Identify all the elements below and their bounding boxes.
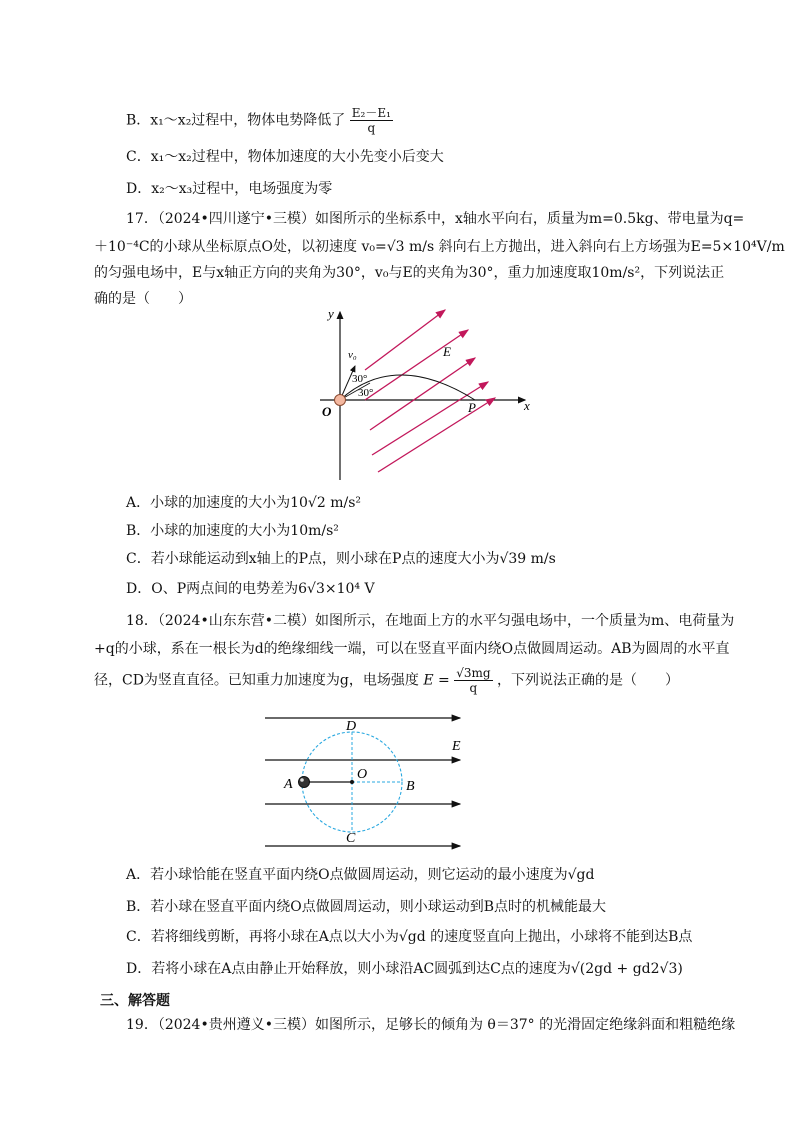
q18-stem-line3-text: 径，CD为竖直直径。已知重力加速度为g，电场强度	[94, 672, 419, 689]
angle-label-lower: 30°	[358, 387, 374, 399]
fraction-denominator: q	[469, 681, 478, 695]
point-c-label: C	[346, 831, 356, 846]
q16-option-d: D．x₂～x₃过程中，电场强度为零	[126, 181, 333, 197]
q17-stem-line2: ＋10⁻⁴C的小球从坐标原点O处，以初速度 v₀=√3 m/s 斜向右上方抛出，进入斜向右上方场强为E=5×10⁴V/m	[94, 239, 785, 255]
y-axis-label: y	[328, 306, 334, 321]
center-point	[350, 780, 354, 784]
q18-stem-line3	[94, 666, 679, 695]
field-strength-fraction	[454, 666, 492, 695]
point-o-label: O	[357, 767, 368, 782]
fraction-numerator: E₂－E₁	[351, 106, 391, 120]
q18-option-a: A．若小球恰能在竖直平面内绕O点做圆周运动，则它运动的最小速度为√gd	[126, 867, 595, 883]
field-strength-symbol: E =	[423, 672, 450, 689]
q17-figure	[300, 300, 540, 485]
q18-option-b: B．若小球在竖直平面内绕O点做圆周运动，则小球运动到B点时的机械能最大	[126, 899, 607, 915]
ball-icon	[299, 777, 310, 788]
fraction-numerator: √3mg	[456, 666, 491, 680]
ball-highlight	[300, 778, 304, 782]
q17-option-b: B．小球的加速度的大小为10m/s²	[126, 523, 339, 539]
e-label: E	[452, 739, 461, 754]
ball-icon	[335, 395, 346, 406]
q17-option-a: A．小球的加速度的大小为10√2 m/s²	[126, 495, 361, 511]
electric-field-lines	[365, 310, 495, 472]
section-heading: 三、解答题	[100, 993, 170, 1009]
q18-option-c: C．若将细线剪断，再将小球在A点以大小为√gd 的速度竖直向上抛出，小球将不能到达B点	[126, 929, 693, 945]
x-axis-label: x	[524, 398, 530, 413]
q16-option-c: C．x₁～x₂过程中，物体加速度的大小先变小后变大	[126, 149, 444, 165]
q17-option-d: D．O、P两点间的电势差为6√3×10⁴ V	[126, 581, 375, 597]
q16-option-b	[126, 106, 393, 135]
q16-option-b-fraction	[350, 106, 393, 135]
angle-label-upper: 30°	[352, 373, 368, 385]
q16-option-b-text: B．x₁～x₂过程中，物体电势降低了	[126, 112, 346, 129]
q17-option-c: C．若小球能运动到x轴上的P点，则小球在P点的速度大小为√39 m/s	[126, 551, 556, 567]
point-p-label: P	[468, 400, 476, 415]
q17-stem-line3: 的匀强电场中，E与x轴正方向的夹角为30°，v₀与E的夹角为30°，重力加速度取10m/s²，下列说法正	[94, 265, 725, 281]
q18-option-d: D．若将小球在A点由静止开始释放，则小球沿AC圆弧到达C点的速度为√(2gd + gd2√3)	[126, 961, 683, 977]
q18-stem-line2: +q的小球，系在一根长为d的绝缘细线一端，可以在竖直平面内绕O点做圆周运动。AB为圆周的水平直	[94, 641, 730, 657]
point-a-label: A	[284, 777, 293, 792]
origin-label: O	[322, 404, 332, 419]
q18-stem-line1: 18．（2024•山东东营•二模）如图所示，在地面上方的水平匀强电场中，一个质量为m、电荷量为	[126, 613, 735, 629]
q19-stem-line1: 19．（2024•贵州遵义•三模）如图所示，足够长的倾角为 θ＝37° 的光滑固定绝缘斜面和粗糙绝缘	[126, 1017, 736, 1033]
point-d-label: D	[346, 719, 357, 734]
e-label: E	[443, 344, 451, 359]
q18-stem-line3-tail: ，下列说法正确的是（ ）	[497, 672, 680, 689]
q17-stem-line4: 确的是（ ）	[94, 291, 192, 307]
fraction-denominator: q	[367, 121, 376, 135]
q17-stem-line1: 17．（2024•四川遂宁•三模）如图所示的坐标系中，x轴水平向右，质量为m=0.5kg、带电量为q=	[126, 211, 745, 227]
v0-label: v₀	[348, 349, 357, 361]
q18-figure	[260, 706, 470, 854]
point-b-label: B	[406, 779, 415, 794]
